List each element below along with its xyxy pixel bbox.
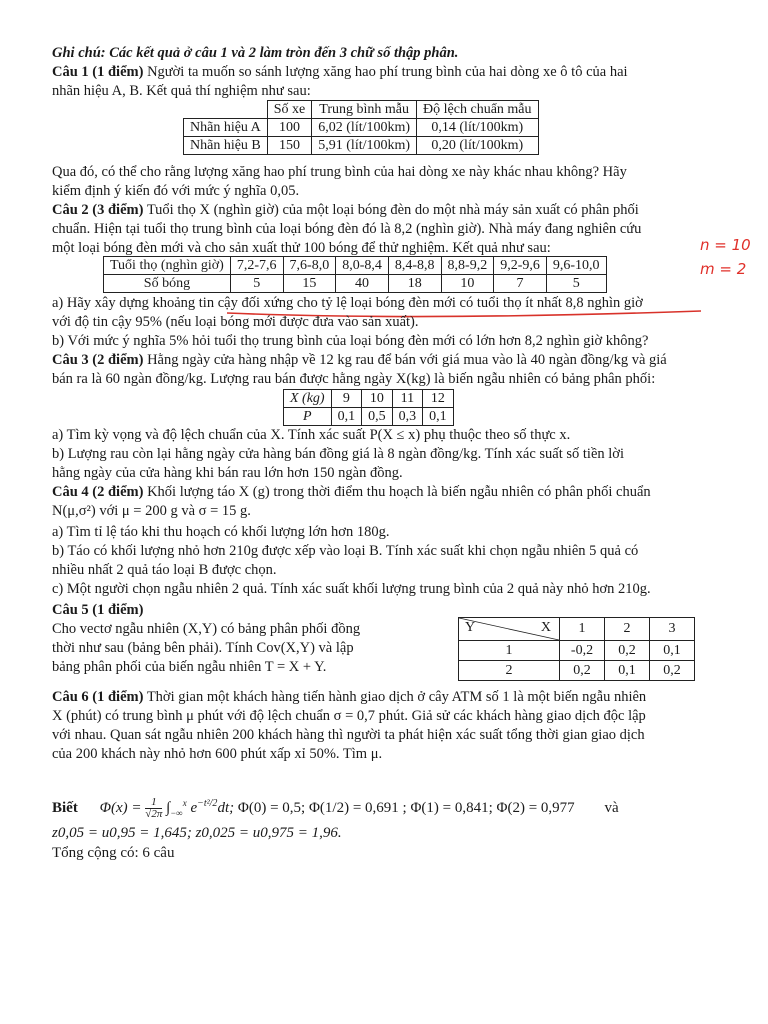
- q3-x: 12: [423, 390, 454, 408]
- q2-b: b) Với mức ý nghĩa 5% hỏi tuổi thọ trung bình của loại bóng đèn mới có lớn hơn 8,2 nghìn giờ không?: [52, 333, 649, 349]
- q1-cell: 5,91 (lít/100km): [312, 137, 417, 155]
- q4-c: c) Một người chọn ngẫu nhiên 2 quả. Tính xác suất khối lượng trung bình của 2 quả này nhỏ hơn 210g.: [52, 581, 651, 597]
- q3-x: 10: [362, 390, 393, 408]
- q3-p: 0,3: [392, 408, 423, 426]
- q2-count: 7: [494, 275, 547, 293]
- q2-count: 5: [546, 275, 606, 293]
- q6-title: Câu 6 (1 điểm): [52, 689, 144, 705]
- q3-x-label: X (kg): [284, 390, 332, 408]
- q6-line-1: [52, 688, 720, 706]
- q4-b-1: b) Táo có khối lượng nhỏ hơn 210g được xếp vào loại B. Tính xác suất khi chọn ngẫu nhiên 5 quả có: [52, 543, 639, 559]
- q2-interval: 9,6-10,0: [546, 257, 606, 275]
- q5-p: 0,2: [560, 661, 605, 681]
- q2-text-1: Tuổi thọ X (nghìn giờ) của một loại bóng đèn do một nhà máy sản xuất có phân phối: [146, 202, 639, 218]
- q4-title: Câu 4 (2 điểm): [52, 484, 144, 500]
- q4-text-1: Khối lượng táo X (g) trong thời điểm thu hoạch là biến ngẫu nhiên có phân phối chuẩn: [147, 484, 651, 500]
- q1-cell: 150: [267, 137, 312, 155]
- q1-cell: 0,14 (lít/100km): [417, 119, 538, 137]
- phi-values: Φ(0) = 0,5; Φ(1/2) = 0,691 ; Φ(1) = 0,841; Φ(2) = 0,977: [237, 799, 575, 816]
- q2-a-1: a) Hãy xây dựng khoảng tin cậy đối xứng cho tỷ lệ loại bóng đèn mới có tuổi thọ ít nhất 8,8 nghìn giờ: [52, 295, 643, 311]
- q5-p: 0,1: [605, 661, 650, 681]
- q2-interval: 8,0-8,4: [336, 257, 389, 275]
- q5-p: 0,2: [605, 641, 650, 661]
- q3-a: a) Tìm kỳ vọng và độ lệch chuẩn của X. Tính xác suất P(X ≤ x) phụ thuộc theo số thực x.: [52, 427, 571, 443]
- q5-line-1: Cho vectơ ngẫu nhiên (X,Y) có bảng phân phối đồng: [52, 621, 361, 637]
- q4-b-2: nhiều nhất 2 quả táo loại B được chọn.: [52, 562, 277, 578]
- q1-header: Số xe: [267, 101, 312, 119]
- q5-y: 1: [459, 641, 560, 661]
- q2-row-label: Tuổi thọ (nghìn giờ): [104, 257, 231, 275]
- q1-after-1: Qua đó, có thể cho rằng lượng xăng hao phí trung bình của hai dòng xe này khác nhau không? Hãy: [52, 164, 627, 180]
- fraction-num: 1: [145, 797, 162, 809]
- q2-row-label: Số bóng: [104, 275, 231, 293]
- q5-corner-cell: [459, 618, 560, 641]
- q1-after-2: kiểm định ý kiến đó với mức ý nghĩa 0,05.: [52, 183, 300, 199]
- q1-line-1: [52, 63, 720, 81]
- q6-line-2: X (phút) có trung bình μ phút với độ lệch chuẩn σ = 0,7 phút. Giả sử các khách hàng giao dịch độc lập: [52, 708, 646, 724]
- q5-y-label: Y: [465, 620, 476, 635]
- q3-p: 0,1: [331, 408, 362, 426]
- q1-cell: Nhãn hiệu A: [184, 119, 268, 137]
- q2-interval: 8,4-8,8: [388, 257, 441, 275]
- q3-p: 0,5: [362, 408, 393, 426]
- q5-table: [458, 617, 695, 681]
- q5-x: 2: [605, 618, 650, 641]
- q3-line-2: bán ra là 60 ngàn đồng/kg. Lượng rau bán được hằng ngày X(kg) là biến ngẫu nhiên có bảng phân phối:: [52, 371, 656, 387]
- q4-line-1: [52, 483, 720, 501]
- q3-p-label: P: [284, 408, 332, 426]
- q1-line-2: nhãn hiệu A, B. Kết quả thí nghiệm như sau:: [52, 83, 311, 99]
- q1-header: Độ lệch chuẩn mẫu: [417, 101, 538, 119]
- q5-p: -0,2: [560, 641, 605, 661]
- q2-interval: 8,8-9,2: [441, 257, 494, 275]
- biet-label: Biết: [52, 799, 78, 816]
- q2-interval: 9,2-9,6: [494, 257, 547, 275]
- q1-text-1: Người ta muốn so sánh lượng xăng hao phí trung bình của hai dòng xe ô tô của hai: [147, 64, 628, 80]
- total-questions: Tổng cộng có: 6 câu: [52, 845, 175, 861]
- q5-x: 1: [560, 618, 605, 641]
- q1-cell: Nhãn hiệu B: [184, 137, 268, 155]
- note-label: Ghi chú:: [52, 45, 106, 61]
- q2-title: Câu 2 (3 điểm): [52, 202, 144, 218]
- q4-line-2: N(μ,σ²) với μ = 200 g và σ = 15 g.: [52, 503, 251, 519]
- handwritten-m: m = 2: [700, 260, 747, 278]
- q1-cell: 6,02 (lít/100km): [312, 119, 417, 137]
- q6-text-1: Thời gian một khách hàng tiến hành giao dịch ở cây ATM số 1 là một biến ngẫu nhiên: [146, 689, 647, 705]
- q5-x-label: X: [540, 620, 551, 635]
- q2-line-3: một loại bóng đèn mới và cho sản xuất thử 100 bóng để thử nghiệm. Kết quả như sau:: [52, 240, 551, 256]
- q2-count: 18: [388, 275, 441, 293]
- phi-definition: Φ(x) = $\frac{1}{√2\pi}$ $\int_{-\infty}^x$ $e^{-t^2/2}dt$;: [99, 796, 238, 820]
- q2-interval: 7,2-7,6: [230, 257, 283, 275]
- q3-p: 0,1: [423, 408, 454, 426]
- q1-table: [183, 100, 539, 155]
- q5-line-3: bảng phân phối của biến ngẫu nhiên T = X + Y.: [52, 659, 327, 675]
- q5-x: 3: [650, 618, 695, 641]
- note-text: Các kết quả ở câu 1 và 2 làm tròn đến 3 chữ số thập phân.: [109, 45, 459, 61]
- q3-text-1: Hằng ngày cửa hàng nhập về 12 kg rau để bán với giá mua vào là 40 ngàn đồng/kg và giá: [147, 352, 667, 368]
- q3-b-2: hằng ngày của cửa hàng khi bán rau lớn hơn 150 ngàn đồng.: [52, 465, 403, 481]
- q3-x: 9: [331, 390, 362, 408]
- q2-count: 15: [283, 275, 336, 293]
- q2-a-2: với độ tin cậy 95% (nếu loại bóng mới được đưa vào sản xuất).: [52, 314, 419, 330]
- z-values: z0,05 = u0,95 = 1,645; z0,025 = u0,975 = 1,96.: [52, 825, 342, 841]
- q5-p: 0,1: [650, 641, 695, 661]
- q5-title: Câu 5 (1 điểm): [52, 602, 144, 618]
- q2-line-1: [52, 201, 720, 219]
- handwritten-n: n = 10: [700, 236, 751, 254]
- q1-title: Câu 1 (1 điểm): [52, 64, 144, 80]
- note-line: [52, 44, 720, 62]
- q3-title: Câu 3 (2 điểm): [52, 352, 144, 368]
- q4-a: a) Tìm tỉ lệ táo khi thu hoạch có khối lượng lớn hơn 180g.: [52, 524, 390, 540]
- q5-y: 2: [459, 661, 560, 681]
- q5-p: 0,2: [650, 661, 695, 681]
- q3-table: [283, 389, 454, 426]
- q2-count: 40: [336, 275, 389, 293]
- q1-table-empty: [184, 101, 268, 119]
- q2-table: [103, 256, 607, 293]
- q2-count: 5: [230, 275, 283, 293]
- q5-line-2: thời như sau (bảng bên phải). Tính Cov(X,Y) và lập: [52, 640, 354, 656]
- q1-header: Trung bình mẫu: [312, 101, 417, 119]
- q2-line-2: chuẩn. Hiện tại tuổi thọ trung bình của loại bóng đèn đó là 8,2 (nghìn giờ). Nhà máy đang nghiên cứu: [52, 221, 642, 237]
- formula-line-1: [52, 797, 619, 820]
- q2-count: 10: [441, 275, 494, 293]
- q6-line-3: với nhau. Quan sát ngẫu nhiên 200 khách hàng thì người ta phát hiện xác suất tổng thời gian giao dịch: [52, 727, 645, 743]
- q1-cell: 100: [267, 119, 312, 137]
- va-text: và: [604, 799, 619, 816]
- q3-x: 11: [392, 390, 423, 408]
- q6-line-4: của 200 khách này nhỏ hơn 600 phút xấp xỉ 50%. Tìm μ.: [52, 746, 383, 762]
- q2-interval: 7,6-8,0: [283, 257, 336, 275]
- phi-fraction: [145, 797, 162, 820]
- q1-cell: 0,20 (lít/100km): [417, 137, 538, 155]
- q3-b-1: b) Lượng rau còn lại hằng ngày cửa hàng bán đồng giá là 8 ngàn đồng/kg. Tính xác suất số tiền lời: [52, 446, 624, 462]
- q3-line-1: [52, 351, 720, 369]
- fraction-den: √2π: [145, 808, 163, 820]
